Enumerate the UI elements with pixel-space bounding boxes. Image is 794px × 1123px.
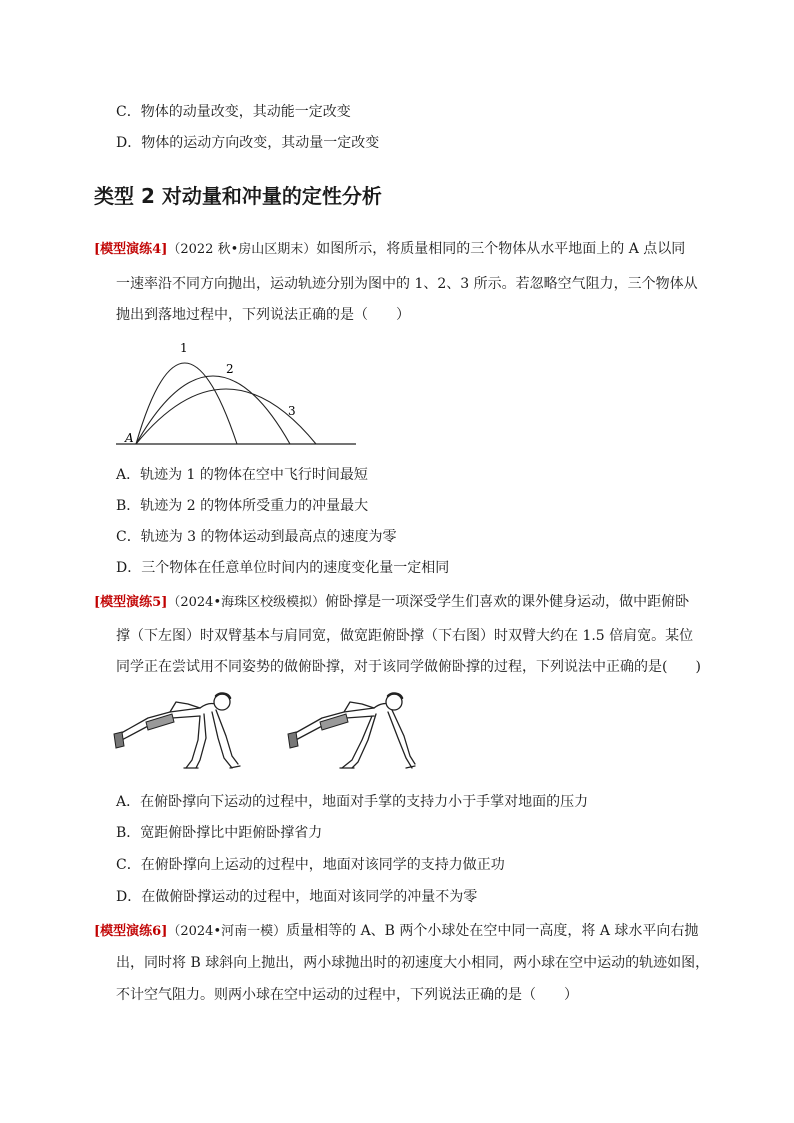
- q6-source: （2024•河南一模）: [167, 924, 287, 939]
- prev-option-d: D．物体的运动方向改变，其动量一定改变: [116, 135, 380, 151]
- q6-text1: 质量相等的 A、B 两个小球处在空中同一高度，将 A 球水平向右抛: [286, 923, 699, 939]
- q4-option-a: A．轨迹为 1 的物体在空中飞行时间最短: [116, 467, 368, 483]
- trajectory-2-label: 2: [226, 362, 234, 376]
- q4-source: （2022 秋•房山区期末）: [167, 242, 317, 257]
- q4-line2: 一速率沿不同方向抛出，运动轨迹分别为图中的 1、2、3 所示。若忽略空气阻力，三个物体从: [116, 276, 698, 292]
- q5-option-a: A．在俯卧撑向下运动的过程中，地面对手掌的支持力小于手掌对地面的压力: [116, 794, 589, 810]
- q4-option-d: D．三个物体在任意单位时间内的速度变化量一定相同: [116, 560, 450, 576]
- trajectory-2: [136, 376, 290, 444]
- q4-option-b: B．轨迹为 2 的物体所受重力的冲量最大: [116, 498, 369, 514]
- q5-line1: [94, 592, 689, 613]
- q6-line3: 不计空气阻力。则两小球在空中运动的过程中，下列说法正确的是（ ）: [116, 987, 578, 1003]
- prev-option-c: C．物体的动量改变，其动能一定改变: [116, 104, 351, 120]
- q5-option-c: C．在俯卧撑向上运动的过程中，地面对该同学的支持力做正功: [116, 857, 505, 873]
- q5-tag: [模型演练5]: [94, 595, 168, 610]
- q4-option-c: C．轨迹为 3 的物体运动到最高点的速度为零: [116, 529, 397, 545]
- q6-tag: [模型演练6]: [94, 924, 168, 939]
- q6-line1: [94, 921, 698, 942]
- q6-line2: 出，同时将 B 球斜向上抛出，两小球抛出时的初速度大小相同，两小球在空中运动的轨迹如图，: [116, 955, 710, 971]
- q5-text1: 俯卧撑是一项深受学生们喜欢的课外健身运动，做中距俯卧: [325, 594, 690, 610]
- q4-tag: [模型演练4]: [94, 242, 168, 257]
- trajectory-1-label: 1: [180, 341, 188, 355]
- q5-option-b: B．宽距俯卧撑比中距俯卧撑省力: [116, 825, 323, 841]
- q5-line2: 撑（下左图）时双臂基本与肩同宽，做宽距俯卧撑（下右图）时双臂大约在 1.5 倍肩宽。某位: [116, 628, 694, 644]
- q5-line3: 同学正在尝试用不同姿势的做俯卧撑，对于该同学做俯卧撑的过程，下列说法中正确的是( ): [116, 659, 701, 675]
- q5-option-d: D．在做俯卧撑运动的过程中，地面对该同学的冲量不为零: [116, 889, 478, 905]
- trajectory-3-label: 3: [288, 404, 296, 418]
- point-a-label: A: [125, 431, 134, 445]
- q4-line1: [94, 239, 685, 260]
- section-title: 类型 2 对动量和冲量的定性分析: [94, 184, 382, 208]
- q5-source: （2024•海珠区校级模拟）: [167, 595, 326, 610]
- q4-line3: 抛出到落地过程中，下列说法正确的是（ ）: [116, 307, 410, 323]
- trajectory-1: [136, 363, 237, 444]
- pushup-figure-right: [282, 688, 417, 780]
- q4-text1: 如图所示，将质量相同的三个物体从水平地面上的 A 点以同: [316, 241, 686, 257]
- trajectory-figure: [110, 335, 360, 450]
- pushup-figure-left: [108, 688, 243, 780]
